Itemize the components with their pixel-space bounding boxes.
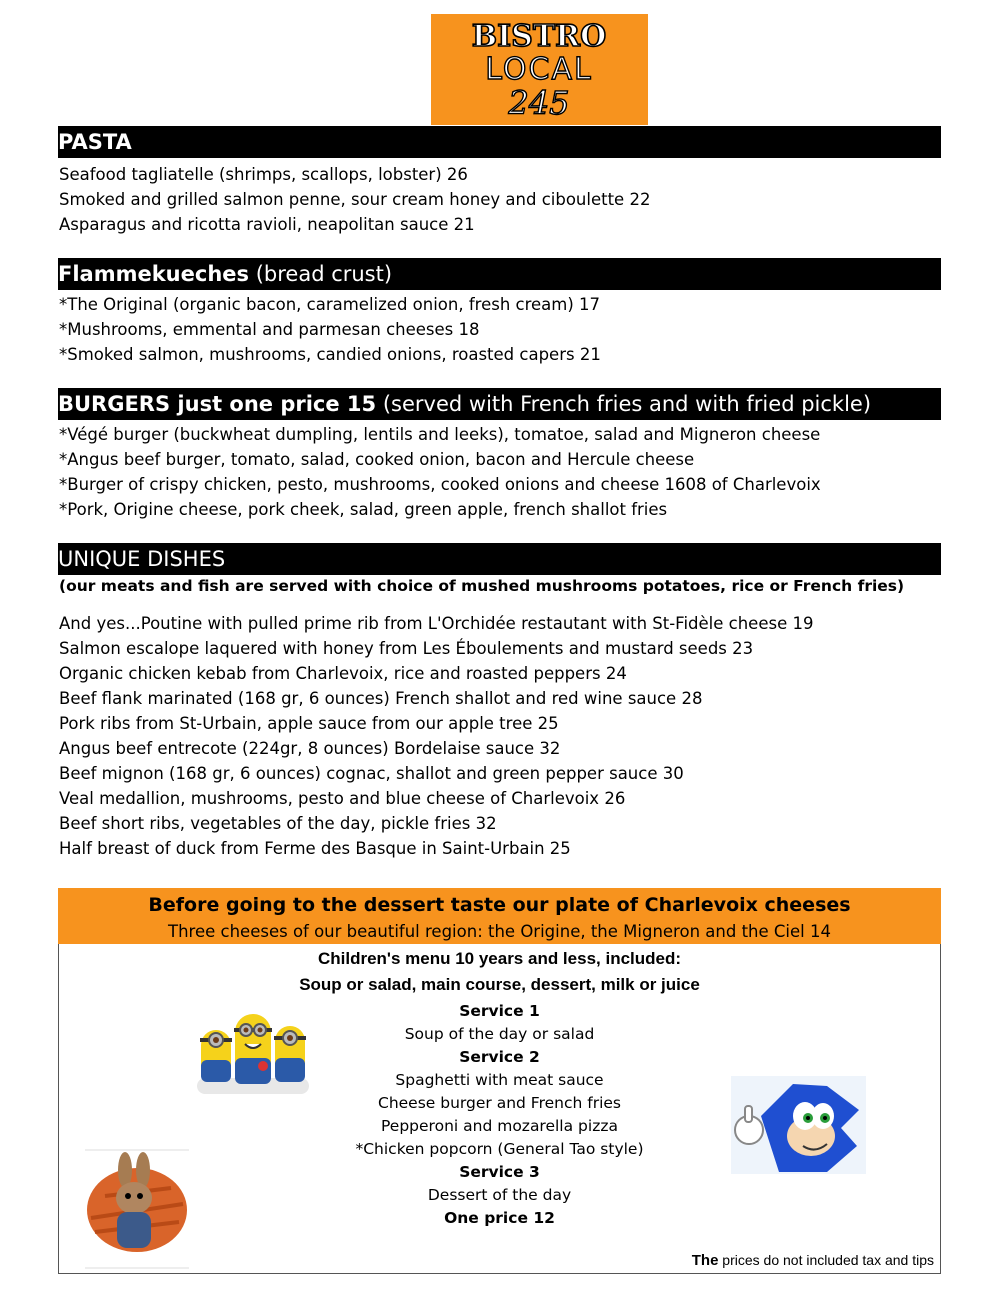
burgers-title: BURGERS just one price 15 <box>58 392 377 416</box>
cheese-banner <box>58 888 941 944</box>
sonic-image <box>731 1076 866 1178</box>
list-item: Salmon escalope laquered with honey from Les Éboulements and mustard seeds 23 <box>59 639 754 658</box>
logo-line-2: LOCAL <box>485 52 593 87</box>
list-item: *Smoked salmon, mushrooms, candied onions, roasted capers 21 <box>59 345 601 364</box>
flammekueches-subtitle: (bread crust) <box>249 262 393 286</box>
list-item: Beef short ribs, vegetables of the day, pickle fries 32 <box>59 814 497 833</box>
list-item: Seafood tagliatelle (shrimps, scallops, lobster) 26 <box>59 165 468 184</box>
logo-line-3: 245 <box>508 84 570 122</box>
list-item: Beef mignon (168 gr, 6 ounces) cognac, shallot and green pepper sauce 30 <box>59 764 684 783</box>
list-item: Veal medallion, mushrooms, pesto and blue cheese of Charlevoix 26 <box>59 789 626 808</box>
list-item: *Angus beef burger, tomato, salad, cooked onion, bacon and Hercule cheese <box>59 450 695 469</box>
list-item: Angus beef entrecote (224gr, 8 ounces) Bordelaise sauce 32 <box>59 739 561 758</box>
burgers-subtitle: (served with French fries and with fried pickle) <box>376 392 872 416</box>
list-item: Soup of the day or salad <box>404 1025 595 1043</box>
flammekueches-title: Flammekueches <box>58 262 250 286</box>
list-item: Organic chicken kebab from Charlevoix, rice and roasted peppers 24 <box>59 664 627 683</box>
pasta-title: PASTA <box>58 130 132 154</box>
pasta-header <box>58 126 941 158</box>
service-3-heading: Service 3 <box>459 1163 540 1181</box>
list-item: *Pork, Origine cheese, pork cheek, salad, green apple, french shallot fries <box>59 500 668 519</box>
burgers-header <box>58 388 941 420</box>
flammekueches-list <box>59 292 601 367</box>
kids-price: One price 12 <box>444 1209 555 1227</box>
kids-menu-box <box>58 944 941 1274</box>
kids-subtitle: Soup or salad, main course, dessert, milk or juice <box>299 975 700 994</box>
list-item: Half breast of duck from Ferme des Basque in Saint-Urbain 25 <box>59 839 571 858</box>
tax-note-bold: The <box>691 1252 719 1269</box>
list-item: *Mushrooms, emmental and parmesan cheeses 18 <box>59 320 480 339</box>
list-item: *The Original (organic bacon, caramelized onion, fresh cream) 17 <box>59 295 601 314</box>
service-2-heading: Service 2 <box>459 1048 540 1066</box>
pasta-list <box>59 162 650 237</box>
list-item: Cheese burger and French fries <box>378 1094 621 1112</box>
list-item: Asparagus and ricotta ravioli, neapolitan sauce 21 <box>59 215 475 234</box>
bistro-logo <box>431 14 648 125</box>
unique-note: (our meats and fish are served with choice of mushed mushrooms potatoes, rice or French fries) <box>59 577 905 595</box>
tax-note-text: prices do not included tax and tips <box>718 1252 934 1268</box>
list-item: *Végé burger (buckwheat dumpling, lentils and leeks), tomatoe, salad and Migneron cheese <box>59 425 821 444</box>
list-item: Dessert of the day <box>427 1186 572 1204</box>
list-item: Spaghetti with meat sauce <box>395 1071 604 1089</box>
cheese-desc: Three cheeses of our beautiful region: the Origine, the Migneron and the Ciel 14 <box>168 922 831 941</box>
tax-note <box>692 1252 934 1269</box>
flammekueches-header <box>58 258 941 290</box>
list-item: Smoked and grilled salmon penne, sour cream honey and ciboulette 22 <box>59 190 651 209</box>
list-item: *Chicken popcorn (General Tao style) <box>355 1140 644 1158</box>
unique-title: UNIQUE DISHES <box>58 547 226 571</box>
unique-list <box>59 611 813 861</box>
list-item: Pork ribs from St-Urbain, apple sauce from our apple tree 25 <box>59 714 559 733</box>
logo-line-1: BISTRO <box>471 19 607 54</box>
minions-image <box>197 1008 309 1102</box>
service-1-heading: Service 1 <box>459 1002 540 1020</box>
list-item: Beef flank marinated (168 gr, 6 ounces) French shallot and red wine sauce 28 <box>59 689 703 708</box>
unique-header <box>58 543 941 575</box>
list-item: And yes...Poutine with pulled prime rib from L'Orchidée restautant with St-Fidèle cheese 19 <box>59 614 814 633</box>
list-item: *Burger of crispy chicken, pesto, mushrooms, cooked onions and cheese 1608 of Charlevoix <box>59 475 821 494</box>
cheese-title: Before going to the dessert taste our plate of Charlevoix cheeses <box>148 894 851 916</box>
rabbit-image <box>85 1148 189 1274</box>
kids-title: Children's menu 10 years and less, included: <box>317 949 682 968</box>
list-item: Pepperoni and mozarella pizza <box>381 1117 618 1135</box>
burgers-list <box>59 422 821 522</box>
